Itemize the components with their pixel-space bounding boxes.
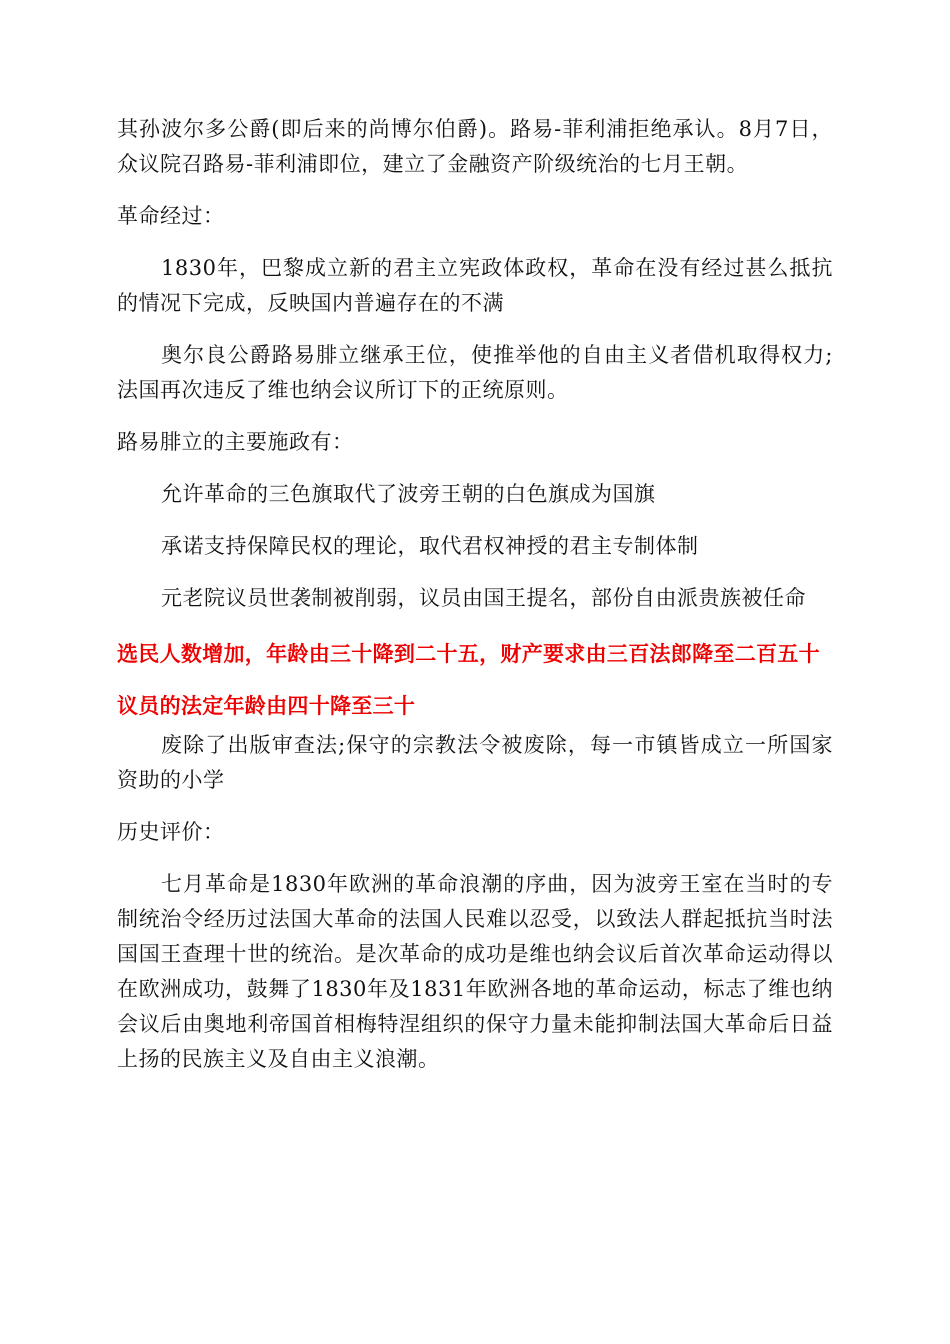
document-body <box>117 112 833 1077</box>
paragraph-1830-regime: 1830年，巴黎成立新的君主立宪政体政权，革命在没有经过甚么抵抗的情况下完成，反映国内普遍存在的不满 <box>117 256 833 315</box>
paragraph-orleans-succession: 奥尔良公爵路易腓立继承王位，使推举他的自由主义者借机取得权力;法国再次违反了维也纳会议所订下的正统原则。 <box>117 343 833 402</box>
policy-deputy-age: 议员的法定年龄由四十降至三十 <box>117 694 416 718</box>
policy-voter-expansion: 选民人数增加，年龄由三十降到二十五，财产要求由三百法郎降至二百五十 <box>117 642 820 666</box>
policy-censorship-abolished: 废除了出版审查法;保守的宗教法令被废除，每一市镇皆成立一所国家资助的小学 <box>117 733 833 792</box>
policy-tricolor-flag: 允许革命的三色旗取代了波旁王朝的白色旗成为国旗 <box>161 482 656 506</box>
policy-senate-reform: 元老院议员世袭制被削弱，议员由国王提名，部份自由派贵族被任命 <box>161 586 806 610</box>
policy-civil-rights: 承诺支持保障民权的理论，取代君权神授的君主专制体制 <box>161 534 699 558</box>
heading-revolution-course: 革命经过： <box>117 204 225 228</box>
paragraph-july-monarchy: 其孙波尔多公爵(即后来的尚博尔伯爵)。路易-菲利浦拒绝承认。8月7日，众议院召路易-菲利浦即位，建立了金融资产阶级统治的七月王朝。 <box>117 117 833 176</box>
heading-main-policies: 路易腓立的主要施政有： <box>117 430 354 454</box>
paragraph-evaluation: 七月革命是1830年欧洲的革命浪潮的序曲，因为波旁王室在当时的专制统治令经历过法国大革命的法国人民难以忍受，以致法人群起抵抗当时法国国王查理十世的统治。是次革命的成功是维也纳会议后首次革命运动得以在欧洲成功，鼓舞了1830年及1831年欧洲各地的革命运动，标志了维也纳会议后由奥地利帝国首相梅特涅组织的保守力量未能抑制法国大革命后日益上扬的民族主义及自由主义浪潮。 <box>117 872 833 1071</box>
heading-historical-evaluation: 历史评价： <box>117 820 225 844</box>
